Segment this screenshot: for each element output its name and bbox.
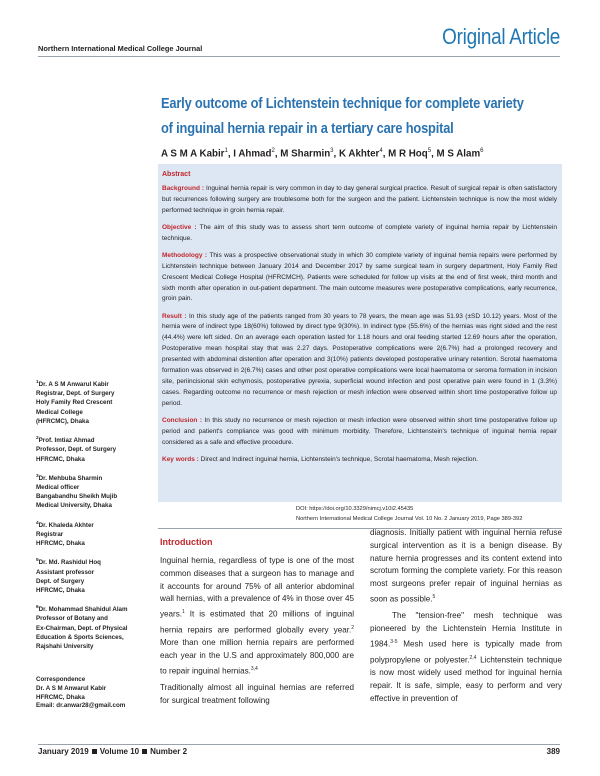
title-line-1: Early outcome of Lichtenstein technique for complete variety <box>161 96 524 112</box>
aff-line: Rajshahi University <box>36 643 94 651</box>
body-paragraph: Inguinal hernia, regardless of type is one of the most common diseases that a surgeon has to manage and it accounts for around 75% of all anterior abdominal wall hernias, with a prevalence of 4% in those over 45 years.$^1$ It is estimated that 20 millions of inguinal hernia repairs are performed globally every year.$^2$ More than one million hernia repairs are performed each year in the U.S and approximately 800,000 are to repair inguinal hernias.$^{3,4}$ <box>160 556 354 676</box>
affiliation-3 <box>36 472 154 511</box>
affiliation-5 <box>36 556 154 595</box>
keywords-label: Key words : <box>162 455 199 463</box>
author: M R Hoq <box>388 147 428 160</box>
doi-link[interactable]: DOI: https://doi.org/10.3329/nimcj.v10i2.45435 <box>296 506 414 512</box>
aff-line: (HFRCMC), Dhaka <box>36 417 89 425</box>
methodology-label: Methodology : <box>162 251 208 259</box>
author-list: A S M A Kabir$^1$, I Ahmad$^2$, M Sharmin$^3$, K Akhter$^4$, M R Hoq$^5$, M S Alam$^6$ <box>161 147 484 160</box>
correspondence-email[interactable]: Email: dr.anwar28@gmail.com <box>36 702 126 710</box>
aff-line: Dr. A S M Anwarul Kabir <box>38 381 109 389</box>
affiliation-1 <box>36 378 154 426</box>
abstract-keywords <box>162 455 557 466</box>
aff-line: Assistant professor <box>36 568 95 576</box>
conclusion-label: Conclusion : <box>162 416 202 424</box>
aff-line: Holy Family Red Crescent <box>36 399 113 407</box>
aff-num: 2 <box>36 436 39 442</box>
aff-line: Medical officer <box>36 484 80 492</box>
correspondence-heading: Correspondence <box>36 676 86 683</box>
abstract-background <box>162 184 557 217</box>
author-sup: 6 <box>480 147 484 154</box>
abstract-result <box>162 312 557 410</box>
body-paragraph: The "tension-free" mesh technique was pioneered by the Lichtenstein Hernia Institute in 1984.$^{3-5}$ Mesh used here is typically made from polypropylene or polyester.$^{2,4}$ Lichtenstein technique is now most widely used method for inguinal hernia repair. It is safe, simple, easy to perform and very effective in prevention of <box>370 611 563 703</box>
correspondence-line: HFRCMC, Dhaka <box>36 693 85 701</box>
abstract-heading: Abstract <box>162 171 191 178</box>
aff-line: Medical College <box>36 408 83 416</box>
body-paragraph: diagnosis. Initially patient with inguinal hernia refuse surgical intervention as it is a benign disease. By nature hernia progresses and its content extend into scrotum forming the complete variety. For this reason most surgeons prefer repair of inguinal hernias as soon as possible.$^5$ <box>370 528 562 604</box>
aff-line: Dept. of Surgery <box>36 577 85 585</box>
aff-line: Medical University, Dhaka <box>36 502 112 510</box>
doi-block <box>296 505 522 524</box>
abstract-methodology <box>162 251 557 306</box>
journal-name: Northern International Medical College Journal <box>38 44 203 53</box>
aff-line: Dr. Mehbuba Sharmin <box>38 474 103 482</box>
article-type-label: Original Article <box>442 24 560 49</box>
aff-line: Registrar <box>36 530 64 538</box>
article-title <box>161 92 561 142</box>
author-sup: 1 <box>224 147 228 154</box>
affiliations <box>36 378 154 659</box>
aff-line: HFRCMC, Dhaka <box>36 540 85 548</box>
aff-num: 4 <box>36 520 39 526</box>
correspondence <box>36 676 166 711</box>
background-text: Inguinal hernia repair is very common in day to day general surgical practice. Result of surgical repair is often satisfactory but recurrences following surgery are troublesome both for the surgeon and the patient. Lichtenstein technique is now the most widely performed technique in groin hernia repair. <box>162 184 557 214</box>
background-label: Background : <box>162 184 205 192</box>
square-bullet-icon <box>92 749 97 754</box>
abstract-conclusion <box>162 416 557 449</box>
affiliation-6 <box>36 603 154 651</box>
aff-num: 6 <box>36 605 39 611</box>
author-sup: 2 <box>271 147 275 154</box>
aff-line: Ex-Chairman, Dept. of Physical <box>36 624 128 632</box>
conclusion-text: In this study no recurrence or mesh rejection or mesh infection were observed within short time postoperative follow up period and patient's compliance was good with minimum morbidity. Therefore, Lichtenstein's technique of inguinal hernia repair considered as a safe and effective procedure. <box>162 416 557 446</box>
aff-line: Education & Sports Sciences, <box>36 633 124 641</box>
aff-line: Prof. Imtiaz Ahmad <box>38 437 95 445</box>
result-label: Result : <box>162 312 187 320</box>
author-sup: 3 <box>330 147 334 154</box>
body-paragraph: Traditionally almost all inguinal hernias are referred for surgical treatment following <box>160 683 354 706</box>
author: K Akhter <box>338 147 380 160</box>
aff-line: Registrar, Dept. of Surgery <box>36 390 115 398</box>
footer-month-year: January 2019 <box>38 747 89 756</box>
author-sup: 4 <box>379 147 383 154</box>
author-sup: 5 <box>427 147 432 154</box>
footer-divider <box>38 744 560 745</box>
abstract-box <box>158 164 562 502</box>
aff-line: Professor of Botany and <box>36 615 108 623</box>
abstract-objective <box>162 223 557 245</box>
affiliation-2 <box>36 434 154 464</box>
title-line-2: of inguinal hernia repair in a tertiary care hospital <box>161 121 454 137</box>
aff-line: Bangabandhu Sheikh Mujib <box>36 493 118 501</box>
author: M Sharmin <box>280 147 331 160</box>
body-column-right <box>370 527 562 709</box>
aff-line: Dr. Md. Rashidul Hoq <box>38 559 101 567</box>
header-divider <box>38 56 560 57</box>
body-column-left <box>160 555 354 712</box>
citation-line: Northern International Medical College Journal Vol. 10 No. 2 January 2019, Page 389-392 <box>296 515 523 522</box>
keywords-text: Direct and Indirect inguinal hernia, Lichtenstein's technique, Scrotal haematoma, Mesh rejection. <box>200 455 478 463</box>
objective-text: The aim of this study was to assess short term outcome of complete variety of inguinal hernia repair by Lichtenstein technique. <box>162 223 557 242</box>
footer-issue <box>38 747 187 756</box>
affiliation-4 <box>36 519 154 549</box>
aff-num: 3 <box>36 473 39 479</box>
methodology-text: This was a prospective observational study in which 30 complete variety of inguinal hernia repairs were performed by Lichtenstein technique between January 2014 and December 2017 by same surgical team in surgery department, Holy Family Red Crescent Medical College Hospital (HFRCMCH). Patients were scheduled for follow up visits at the end of first week, third month and sixth month after operation in out-patient department. The main outcome measures were postoperative complications, early recurrence, groin pain. <box>162 251 557 303</box>
result-text: In this study age of the patients ranged from 30 years to 78 years, the mean age was 51.93 (±SD 10.12) years. Most of the hernia were of indirect type 18(60%) followed by direct type 9(30%). In indirect type (55.6%) of the hernias was right sided and the rest (44.4%) were left sided. On an average each operation lasted for 1.18 hours and oral feeding started 12.69 hours after the operation, Postoperative mean hospital stay that was 2.27 days. Postoperative complications were 2(6.7%) had a prolonged recovery and presented with abdominal distention after operation and 3(10%) patients developed postoperative urinary retention. Scrotal haematoma formation was observed in 2(6.7%) cases and other post operative complications were local haematoma or seroma formation in incision site, periincisional skin echymosis, postoperative pyrexia, superficial wound infection and post operative pain were found in 1 (3.3%) cases. Regarding outcome no recurrence or mesh rejection or mesh infection were observed within short time postoperative follow up period. <box>162 312 557 407</box>
aff-line: Dr. Khaleda Akhter <box>38 521 94 529</box>
square-bullet-icon <box>142 749 147 754</box>
correspondence-line: Dr. A S M Anwarul Kabir <box>36 684 107 692</box>
page-number: 389 <box>546 747 560 756</box>
author: M S Alam <box>436 147 481 160</box>
aff-line: HFRCMC, Dhaka <box>36 455 85 463</box>
objective-label: Objective : <box>162 223 197 231</box>
aff-line: Dr. Mohammad Shahidul Alam <box>38 606 128 614</box>
introduction-heading: Introduction <box>160 537 213 547</box>
footer-number: Number 2 <box>150 747 188 756</box>
aff-line: HFRCMC, Dhaka <box>36 586 85 594</box>
author: A S M A Kabir <box>161 147 225 160</box>
footer-volume: Volume 10 <box>99 747 140 756</box>
aff-num: 1 <box>36 380 39 385</box>
aff-num: 5 <box>36 558 39 564</box>
author: I Ahmad <box>233 147 272 160</box>
aff-line: Professor, Dept. of Surgery <box>36 446 117 454</box>
